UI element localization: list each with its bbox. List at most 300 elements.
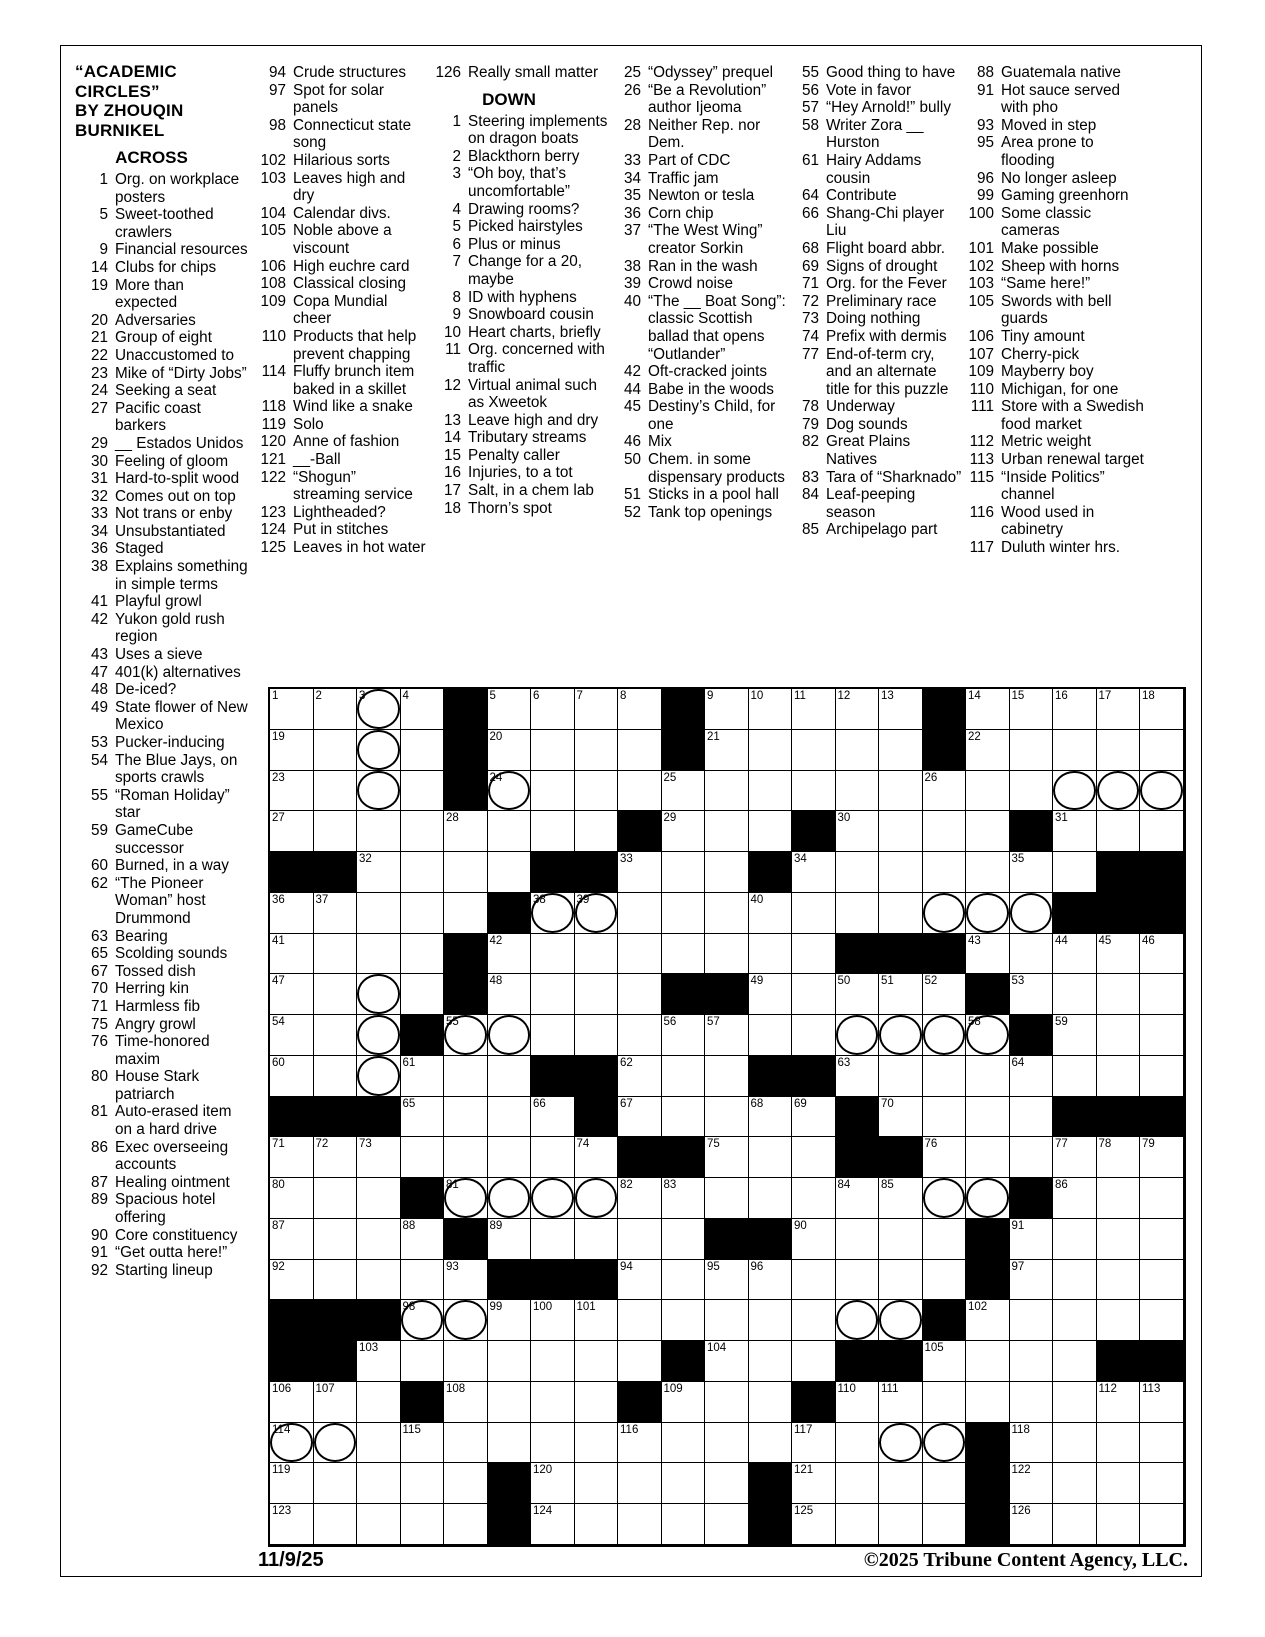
grid-cell[interactable] — [314, 730, 358, 771]
grid-cell[interactable] — [1140, 974, 1184, 1015]
grid-cell[interactable] — [314, 1137, 358, 1178]
grid-cell[interactable] — [662, 934, 706, 975]
grid-cell[interactable] — [575, 730, 619, 771]
grid-cell[interactable] — [314, 771, 358, 812]
grid-cell[interactable] — [1140, 730, 1184, 771]
grid-cell[interactable] — [401, 811, 445, 852]
grid-cell[interactable] — [1010, 1504, 1054, 1545]
grid-cell[interactable] — [966, 852, 1010, 893]
grid-cell[interactable] — [1097, 689, 1141, 730]
grid-cell[interactable] — [1053, 1463, 1097, 1504]
grid-cell[interactable] — [792, 730, 836, 771]
grid-cell[interactable] — [836, 852, 880, 893]
grid-cell[interactable] — [1140, 771, 1184, 812]
grid-cell[interactable] — [314, 1463, 358, 1504]
grid-cell[interactable] — [1010, 1219, 1054, 1260]
grid-cell[interactable] — [531, 1504, 575, 1545]
grid-cell[interactable] — [966, 689, 1010, 730]
grid-cell[interactable] — [401, 934, 445, 975]
grid-cell[interactable] — [1053, 1178, 1097, 1219]
grid-cell[interactable] — [531, 934, 575, 975]
grid-cell[interactable] — [270, 1463, 314, 1504]
grid-cell[interactable] — [749, 1137, 793, 1178]
grid-cell[interactable] — [1053, 852, 1097, 893]
grid-cell[interactable] — [836, 730, 880, 771]
grid-cell[interactable] — [401, 1504, 445, 1545]
grid-cell[interactable] — [531, 1178, 575, 1219]
grid-cell[interactable] — [662, 1423, 706, 1464]
grid-cell[interactable] — [270, 893, 314, 934]
grid-cell[interactable] — [488, 1219, 532, 1260]
grid-cell[interactable] — [836, 811, 880, 852]
grid-cell[interactable] — [401, 1423, 445, 1464]
grid-cell[interactable] — [444, 1178, 488, 1219]
grid-cell[interactable] — [1010, 1341, 1054, 1382]
grid-cell[interactable] — [270, 1056, 314, 1097]
grid-cell[interactable] — [270, 1178, 314, 1219]
grid-cell[interactable] — [836, 1219, 880, 1260]
grid-cell[interactable] — [1010, 974, 1054, 1015]
grid-cell[interactable] — [1053, 1504, 1097, 1545]
grid-cell[interactable] — [1053, 974, 1097, 1015]
grid-cell[interactable] — [444, 1463, 488, 1504]
grid-cell[interactable] — [488, 1341, 532, 1382]
grid-cell[interactable] — [444, 893, 488, 934]
grid-cell[interactable] — [618, 1300, 662, 1341]
grid-cell[interactable] — [662, 852, 706, 893]
grid-cell[interactable] — [836, 974, 880, 1015]
grid-cell[interactable] — [662, 1219, 706, 1260]
grid-cell[interactable] — [1097, 1178, 1141, 1219]
grid-cell[interactable] — [575, 1504, 619, 1545]
grid-cell[interactable] — [792, 1300, 836, 1341]
grid-cell[interactable] — [444, 1423, 488, 1464]
grid-cell[interactable] — [923, 1260, 967, 1301]
grid-cell[interactable] — [1140, 1300, 1184, 1341]
grid-cell[interactable] — [270, 1423, 314, 1464]
grid-cell[interactable] — [531, 1097, 575, 1138]
grid-cell[interactable] — [618, 1178, 662, 1219]
grid-cell[interactable] — [488, 974, 532, 1015]
grid-cell[interactable] — [836, 1423, 880, 1464]
grid-cell[interactable] — [662, 893, 706, 934]
grid-cell[interactable] — [357, 689, 401, 730]
grid-cell[interactable] — [488, 1015, 532, 1056]
grid-cell[interactable] — [1140, 1382, 1184, 1423]
grid-cell[interactable] — [879, 1300, 923, 1341]
grid-cell[interactable] — [705, 1341, 749, 1382]
grid-cell[interactable] — [618, 1504, 662, 1545]
grid-cell[interactable] — [401, 893, 445, 934]
grid-cell[interactable] — [923, 811, 967, 852]
grid-cell[interactable] — [1097, 1463, 1141, 1504]
grid-cell[interactable] — [879, 1015, 923, 1056]
grid-cell[interactable] — [749, 1382, 793, 1423]
grid-cell[interactable] — [749, 934, 793, 975]
grid-cell[interactable] — [923, 1382, 967, 1423]
grid-cell[interactable] — [662, 1300, 706, 1341]
grid-cell[interactable] — [314, 893, 358, 934]
grid-cell[interactable] — [575, 974, 619, 1015]
grid-cell[interactable] — [357, 1341, 401, 1382]
grid-cell[interactable] — [357, 1178, 401, 1219]
grid-cell[interactable] — [792, 689, 836, 730]
grid-cell[interactable] — [749, 1097, 793, 1138]
grid-cell[interactable] — [749, 1015, 793, 1056]
grid-cell[interactable] — [575, 1382, 619, 1423]
grid-cell[interactable] — [618, 1260, 662, 1301]
grid-cell[interactable] — [836, 1463, 880, 1504]
grid-cell[interactable] — [836, 1260, 880, 1301]
grid-cell[interactable] — [357, 1015, 401, 1056]
grid-cell[interactable] — [1010, 1137, 1054, 1178]
grid-cell[interactable] — [1097, 771, 1141, 812]
grid-cell[interactable] — [531, 1341, 575, 1382]
grid-cell[interactable] — [575, 771, 619, 812]
grid-cell[interactable] — [792, 1504, 836, 1545]
grid-cell[interactable] — [879, 689, 923, 730]
grid-cell[interactable] — [1053, 1382, 1097, 1423]
grid-cell[interactable] — [314, 974, 358, 1015]
grid-cell[interactable] — [749, 893, 793, 934]
grid-cell[interactable] — [444, 852, 488, 893]
grid-cell[interactable] — [662, 1097, 706, 1138]
grid-cell[interactable] — [575, 811, 619, 852]
grid-cell[interactable] — [966, 730, 1010, 771]
grid-cell[interactable] — [836, 771, 880, 812]
grid-cell[interactable] — [1010, 1300, 1054, 1341]
grid-cell[interactable] — [923, 1137, 967, 1178]
grid-cell[interactable] — [923, 1341, 967, 1382]
grid-cell[interactable] — [357, 1423, 401, 1464]
grid-cell[interactable] — [357, 1504, 401, 1545]
grid-cell[interactable] — [749, 811, 793, 852]
grid-cell[interactable] — [531, 974, 575, 1015]
grid-cell[interactable] — [444, 1097, 488, 1138]
grid-cell[interactable] — [488, 1382, 532, 1423]
grid-cell[interactable] — [749, 771, 793, 812]
grid-cell[interactable] — [1140, 1178, 1184, 1219]
grid-cell[interactable] — [401, 1463, 445, 1504]
grid-cell[interactable] — [792, 934, 836, 975]
grid-cell[interactable] — [488, 1137, 532, 1178]
grid-cell[interactable] — [1010, 893, 1054, 934]
grid-cell[interactable] — [879, 1423, 923, 1464]
grid-cell[interactable] — [444, 1382, 488, 1423]
grid-cell[interactable] — [966, 934, 1010, 975]
grid-cell[interactable] — [314, 811, 358, 852]
grid-cell[interactable] — [1010, 852, 1054, 893]
grid-cell[interactable] — [488, 771, 532, 812]
grid-cell[interactable] — [618, 1056, 662, 1097]
grid-cell[interactable] — [531, 689, 575, 730]
grid-cell[interactable] — [488, 1178, 532, 1219]
grid-cell[interactable] — [662, 811, 706, 852]
grid-cell[interactable] — [1140, 1463, 1184, 1504]
grid-cell[interactable] — [836, 893, 880, 934]
grid-cell[interactable] — [575, 1341, 619, 1382]
grid-cell[interactable] — [1053, 771, 1097, 812]
grid-cell[interactable] — [792, 1137, 836, 1178]
grid-cell[interactable] — [966, 1137, 1010, 1178]
grid-cell[interactable] — [923, 1056, 967, 1097]
grid-cell[interactable] — [1140, 1219, 1184, 1260]
grid-cell[interactable] — [923, 893, 967, 934]
grid-cell[interactable] — [1053, 1056, 1097, 1097]
grid-cell[interactable] — [488, 1423, 532, 1464]
grid-cell[interactable] — [618, 1219, 662, 1260]
grid-cell[interactable] — [1053, 689, 1097, 730]
grid-cell[interactable] — [357, 893, 401, 934]
grid-cell[interactable] — [1010, 1423, 1054, 1464]
grid-cell[interactable] — [1053, 1137, 1097, 1178]
grid-cell[interactable] — [792, 852, 836, 893]
grid-cell[interactable] — [879, 1056, 923, 1097]
grid-cell[interactable] — [488, 689, 532, 730]
grid-cell[interactable] — [401, 1097, 445, 1138]
grid-cell[interactable] — [792, 1015, 836, 1056]
grid-cell[interactable] — [314, 1382, 358, 1423]
grid-cell[interactable] — [662, 1382, 706, 1423]
grid-cell[interactable] — [314, 1504, 358, 1545]
grid-cell[interactable] — [314, 934, 358, 975]
grid-cell[interactable] — [488, 811, 532, 852]
grid-cell[interactable] — [1097, 1056, 1141, 1097]
grid-cell[interactable] — [705, 1260, 749, 1301]
grid-cell[interactable] — [270, 771, 314, 812]
grid-cell[interactable] — [531, 893, 575, 934]
grid-cell[interactable] — [314, 1423, 358, 1464]
grid-cell[interactable] — [966, 1382, 1010, 1423]
grid-cell[interactable] — [488, 1097, 532, 1138]
grid-cell[interactable] — [531, 730, 575, 771]
grid-cell[interactable] — [618, 689, 662, 730]
grid-cell[interactable] — [270, 1137, 314, 1178]
grid-cell[interactable] — [879, 974, 923, 1015]
grid-cell[interactable] — [270, 689, 314, 730]
grid-cell[interactable] — [966, 893, 1010, 934]
grid-cell[interactable] — [705, 689, 749, 730]
grid-cell[interactable] — [401, 1219, 445, 1260]
grid-cell[interactable] — [444, 1056, 488, 1097]
grid-cell[interactable] — [357, 934, 401, 975]
grid-cell[interactable] — [531, 1463, 575, 1504]
grid-cell[interactable] — [879, 730, 923, 771]
grid-cell[interactable] — [749, 689, 793, 730]
grid-cell[interactable] — [879, 852, 923, 893]
grid-cell[interactable] — [1010, 689, 1054, 730]
grid-cell[interactable] — [357, 811, 401, 852]
grid-cell[interactable] — [618, 852, 662, 893]
grid-cell[interactable] — [879, 1178, 923, 1219]
grid-cell[interactable] — [792, 1423, 836, 1464]
grid-cell[interactable] — [923, 1504, 967, 1545]
grid-cell[interactable] — [1140, 1137, 1184, 1178]
grid-cell[interactable] — [575, 1219, 619, 1260]
grid-cell[interactable] — [357, 1219, 401, 1260]
grid-cell[interactable] — [879, 771, 923, 812]
grid-cell[interactable] — [444, 1015, 488, 1056]
grid-cell[interactable] — [270, 1382, 314, 1423]
grid-cell[interactable] — [792, 1178, 836, 1219]
grid-cell[interactable] — [444, 1260, 488, 1301]
grid-cell[interactable] — [966, 1341, 1010, 1382]
grid-cell[interactable] — [270, 1260, 314, 1301]
grid-cell[interactable] — [1010, 934, 1054, 975]
grid-cell[interactable] — [1097, 730, 1141, 771]
grid-cell[interactable] — [401, 730, 445, 771]
grid-cell[interactable] — [662, 1260, 706, 1301]
grid-cell[interactable] — [1010, 771, 1054, 812]
grid-cell[interactable] — [357, 1137, 401, 1178]
grid-cell[interactable] — [1140, 1056, 1184, 1097]
grid-cell[interactable] — [531, 1300, 575, 1341]
grid-cell[interactable] — [792, 1097, 836, 1138]
grid-cell[interactable] — [705, 1382, 749, 1423]
grid-cell[interactable] — [966, 1178, 1010, 1219]
grid-cell[interactable] — [1010, 730, 1054, 771]
grid-cell[interactable] — [879, 893, 923, 934]
grid-cell[interactable] — [879, 1382, 923, 1423]
grid-cell[interactable] — [966, 1097, 1010, 1138]
grid-cell[interactable] — [1140, 1260, 1184, 1301]
grid-cell[interactable] — [1140, 1423, 1184, 1464]
grid-cell[interactable] — [618, 1463, 662, 1504]
grid-cell[interactable] — [488, 1300, 532, 1341]
grid-cell[interactable] — [401, 771, 445, 812]
grid-cell[interactable] — [270, 974, 314, 1015]
grid-cell[interactable] — [488, 852, 532, 893]
grid-cell[interactable] — [1053, 1219, 1097, 1260]
grid-cell[interactable] — [314, 1056, 358, 1097]
grid-cell[interactable] — [749, 1423, 793, 1464]
grid-cell[interactable] — [1053, 1260, 1097, 1301]
grid-cell[interactable] — [1010, 1463, 1054, 1504]
grid-cell[interactable] — [575, 1137, 619, 1178]
grid-cell[interactable] — [923, 974, 967, 1015]
grid-cell[interactable] — [357, 1382, 401, 1423]
grid-cell[interactable] — [1097, 811, 1141, 852]
grid-cell[interactable] — [314, 1015, 358, 1056]
grid-cell[interactable] — [966, 1300, 1010, 1341]
grid-cell[interactable] — [1097, 1219, 1141, 1260]
grid-cell[interactable] — [444, 811, 488, 852]
grid-cell[interactable] — [401, 1260, 445, 1301]
grid-cell[interactable] — [488, 730, 532, 771]
grid-cell[interactable] — [1010, 1097, 1054, 1138]
grid-cell[interactable] — [923, 1015, 967, 1056]
grid-cell[interactable] — [749, 974, 793, 1015]
grid-cell[interactable] — [792, 974, 836, 1015]
grid-cell[interactable] — [662, 1178, 706, 1219]
grid-cell[interactable] — [1097, 1504, 1141, 1545]
grid-cell[interactable] — [575, 893, 619, 934]
grid-cell[interactable] — [357, 1463, 401, 1504]
grid-cell[interactable] — [1097, 1300, 1141, 1341]
grid-cell[interactable] — [314, 1219, 358, 1260]
grid-cell[interactable] — [618, 1341, 662, 1382]
grid-cell[interactable] — [1010, 1382, 1054, 1423]
grid-cell[interactable] — [531, 1382, 575, 1423]
grid-cell[interactable] — [836, 1382, 880, 1423]
grid-cell[interactable] — [357, 1056, 401, 1097]
grid-cell[interactable] — [1140, 811, 1184, 852]
grid-cell[interactable] — [879, 1219, 923, 1260]
grid-cell[interactable] — [923, 852, 967, 893]
grid-cell[interactable] — [836, 1015, 880, 1056]
grid-cell[interactable] — [705, 730, 749, 771]
grid-cell[interactable] — [401, 1341, 445, 1382]
grid-cell[interactable] — [618, 1015, 662, 1056]
grid-cell[interactable] — [705, 1015, 749, 1056]
grid-cell[interactable] — [1097, 1137, 1141, 1178]
grid-cell[interactable] — [1140, 1504, 1184, 1545]
grid-cell[interactable] — [966, 811, 1010, 852]
grid-cell[interactable] — [836, 1056, 880, 1097]
grid-cell[interactable] — [879, 811, 923, 852]
grid-cell[interactable] — [357, 771, 401, 812]
grid-cell[interactable] — [531, 1137, 575, 1178]
grid-cell[interactable] — [705, 1463, 749, 1504]
grid-cell[interactable] — [531, 1015, 575, 1056]
grid-cell[interactable] — [966, 1015, 1010, 1056]
grid-cell[interactable] — [1010, 1056, 1054, 1097]
grid-cell[interactable] — [1097, 1015, 1141, 1056]
grid-cell[interactable] — [836, 689, 880, 730]
grid-cell[interactable] — [314, 689, 358, 730]
grid-cell[interactable] — [662, 771, 706, 812]
grid-cell[interactable] — [618, 934, 662, 975]
grid-cell[interactable] — [1097, 1260, 1141, 1301]
grid-cell[interactable] — [923, 1219, 967, 1260]
grid-cell[interactable] — [662, 1015, 706, 1056]
grid-cell[interactable] — [444, 1504, 488, 1545]
grid-cell[interactable] — [401, 974, 445, 1015]
grid-cell[interactable] — [575, 1015, 619, 1056]
grid-cell[interactable] — [792, 1463, 836, 1504]
grid-cell[interactable] — [401, 1056, 445, 1097]
grid-cell[interactable] — [923, 1423, 967, 1464]
grid-cell[interactable] — [705, 1300, 749, 1341]
grid-cell[interactable] — [705, 1097, 749, 1138]
grid-cell[interactable] — [836, 1504, 880, 1545]
grid-cell[interactable] — [444, 1341, 488, 1382]
grid-cell[interactable] — [401, 689, 445, 730]
grid-cell[interactable] — [879, 1097, 923, 1138]
grid-cell[interactable] — [618, 730, 662, 771]
grid-cell[interactable] — [792, 1341, 836, 1382]
grid-cell[interactable] — [705, 893, 749, 934]
grid-cell[interactable] — [618, 1423, 662, 1464]
grid-cell[interactable] — [1053, 1300, 1097, 1341]
grid-cell[interactable] — [879, 1260, 923, 1301]
grid-cell[interactable] — [444, 1300, 488, 1341]
grid-cell[interactable] — [357, 974, 401, 1015]
grid-cell[interactable] — [705, 811, 749, 852]
grid-cell[interactable] — [792, 1219, 836, 1260]
grid-cell[interactable] — [705, 1056, 749, 1097]
grid-cell[interactable] — [1053, 730, 1097, 771]
grid-cell[interactable] — [618, 771, 662, 812]
grid-cell[interactable] — [1097, 1423, 1141, 1464]
grid-cell[interactable] — [792, 1260, 836, 1301]
grid-cell[interactable] — [488, 934, 532, 975]
grid-cell[interactable] — [270, 730, 314, 771]
grid-cell[interactable] — [923, 1463, 967, 1504]
grid-cell[interactable] — [575, 1463, 619, 1504]
grid-cell[interactable] — [1140, 1015, 1184, 1056]
grid-cell[interactable] — [401, 852, 445, 893]
